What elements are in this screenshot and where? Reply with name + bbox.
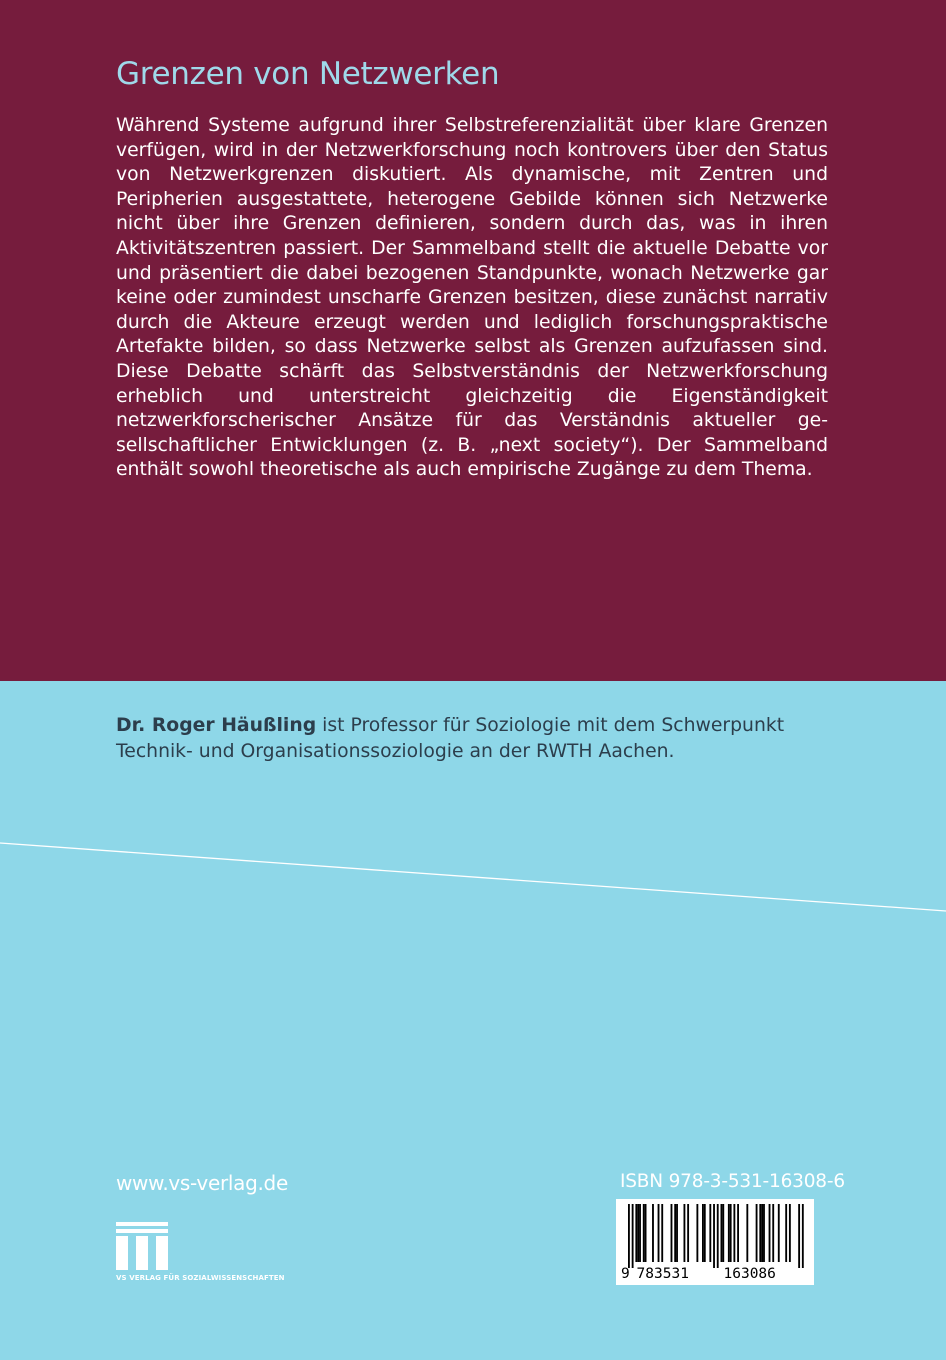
barcode-bar: [637, 1204, 639, 1262]
barcode-bar: [632, 1204, 634, 1268]
author-note: [116, 713, 816, 765]
barcode-bar: [628, 1204, 630, 1268]
barcode-bar: [709, 1204, 711, 1262]
author-name: Dr. Roger Häußling: [116, 715, 317, 736]
barcode-digits: 783531: [636, 1266, 689, 1282]
barcode-bar: [717, 1204, 719, 1268]
barcode-bar: [761, 1204, 763, 1262]
barcode-bar: [676, 1204, 678, 1262]
barcode-bar: [661, 1204, 663, 1262]
barcode-digits: 163086: [723, 1266, 776, 1282]
barcode-bars: [616, 1199, 814, 1285]
publisher-logo-text: VS VERLAG FÜR SOZIALWISSENSCHAFTEN: [116, 1274, 285, 1282]
book-description: Während Systeme aufgrund ihrer Selbstreferenzialität über klare Grenzen verfügen, wird in der Netzwerkforschung noch kontrovers über den Status von Netzwerkgrenzen diskutiert. Als dynamische, mit Zentren und Peripherien ausgestattete, heterogene Gebilde können sich Netzwerke nicht über ihre Grenzen definieren, sondern durch das, was in ihren Aktivitätszentren passiert. Der Sammelband stellt die aktuelle Debatte vor und präsentiert die dabei bezogenen Standpunkte, wonach Netzwerke gar keine oder zumindest unscharfe Grenzen besitzen, diese zunächst narrativ durch die Akteure erzeugt werden und lediglich forschungspraktische Artefakte bilden, so dass Netzwerke selbst als Grenzen aufzufassen sind. Diese Debatte schärft das Selbstverständnis der Netzwerkforschung erheblich und unterstreicht gleichzeitig die Eigenständigkeit netzwerkforscherischer Ansätze für das Verständnis aktueller gesellschaftlicher Entwicklungen (z. B. „next society“). Der Sammelband enthält sowohl theoretische als auch empirische Zugänge zu dem Thema.: [116, 115, 828, 481]
barcode-bar: [684, 1204, 686, 1262]
barcode-bar: [785, 1204, 787, 1262]
barcode-bar: [635, 1204, 637, 1262]
barcode-bar: [802, 1204, 804, 1268]
barcode-bar: [728, 1204, 730, 1262]
barcode-bar: [733, 1204, 735, 1262]
barcode-bar: [778, 1204, 780, 1262]
barcode-bar: [789, 1204, 791, 1262]
barcode-bar: [702, 1204, 704, 1262]
book-title: Grenzen von Netzwerken: [116, 56, 500, 92]
barcode-bar: [652, 1204, 654, 1262]
barcode-bar: [798, 1204, 800, 1268]
barcode-bar: [658, 1204, 660, 1262]
isbn-label: ISBN 978-3-531-16308-6: [620, 1171, 845, 1192]
barcode-bar: [759, 1204, 761, 1262]
barcode-bar: [643, 1204, 645, 1262]
barcode-bar: [737, 1204, 739, 1262]
barcode-bar: [721, 1204, 723, 1262]
barcode-bar: [645, 1204, 647, 1262]
barcode-bar: [769, 1204, 771, 1262]
barcode-bar: [696, 1204, 698, 1262]
barcode-bar: [687, 1204, 689, 1262]
barcode-bar: [704, 1204, 706, 1262]
barcode: [616, 1199, 814, 1285]
barcode-bar: [713, 1204, 715, 1268]
barcode-bar: [671, 1204, 673, 1262]
barcode-bar: [722, 1204, 724, 1262]
publisher-url[interactable]: www.vs-verlag.de: [116, 1171, 288, 1195]
barcode-bar: [746, 1204, 748, 1262]
barcode-bar: [730, 1204, 732, 1262]
barcode-bar: [639, 1204, 641, 1262]
barcode-bar: [763, 1204, 765, 1262]
barcode-digits: 9: [621, 1266, 630, 1282]
barcode-bar: [772, 1204, 774, 1262]
author-bio: ist Professor für Soziologie mit dem Schwerpunkt Technik- und Organisationssoziologie an der RWTH Aachen.: [116, 715, 785, 762]
publisher-logo-icon: [116, 1222, 168, 1270]
barcode-bar: [674, 1204, 676, 1262]
barcode-bar: [756, 1204, 758, 1262]
